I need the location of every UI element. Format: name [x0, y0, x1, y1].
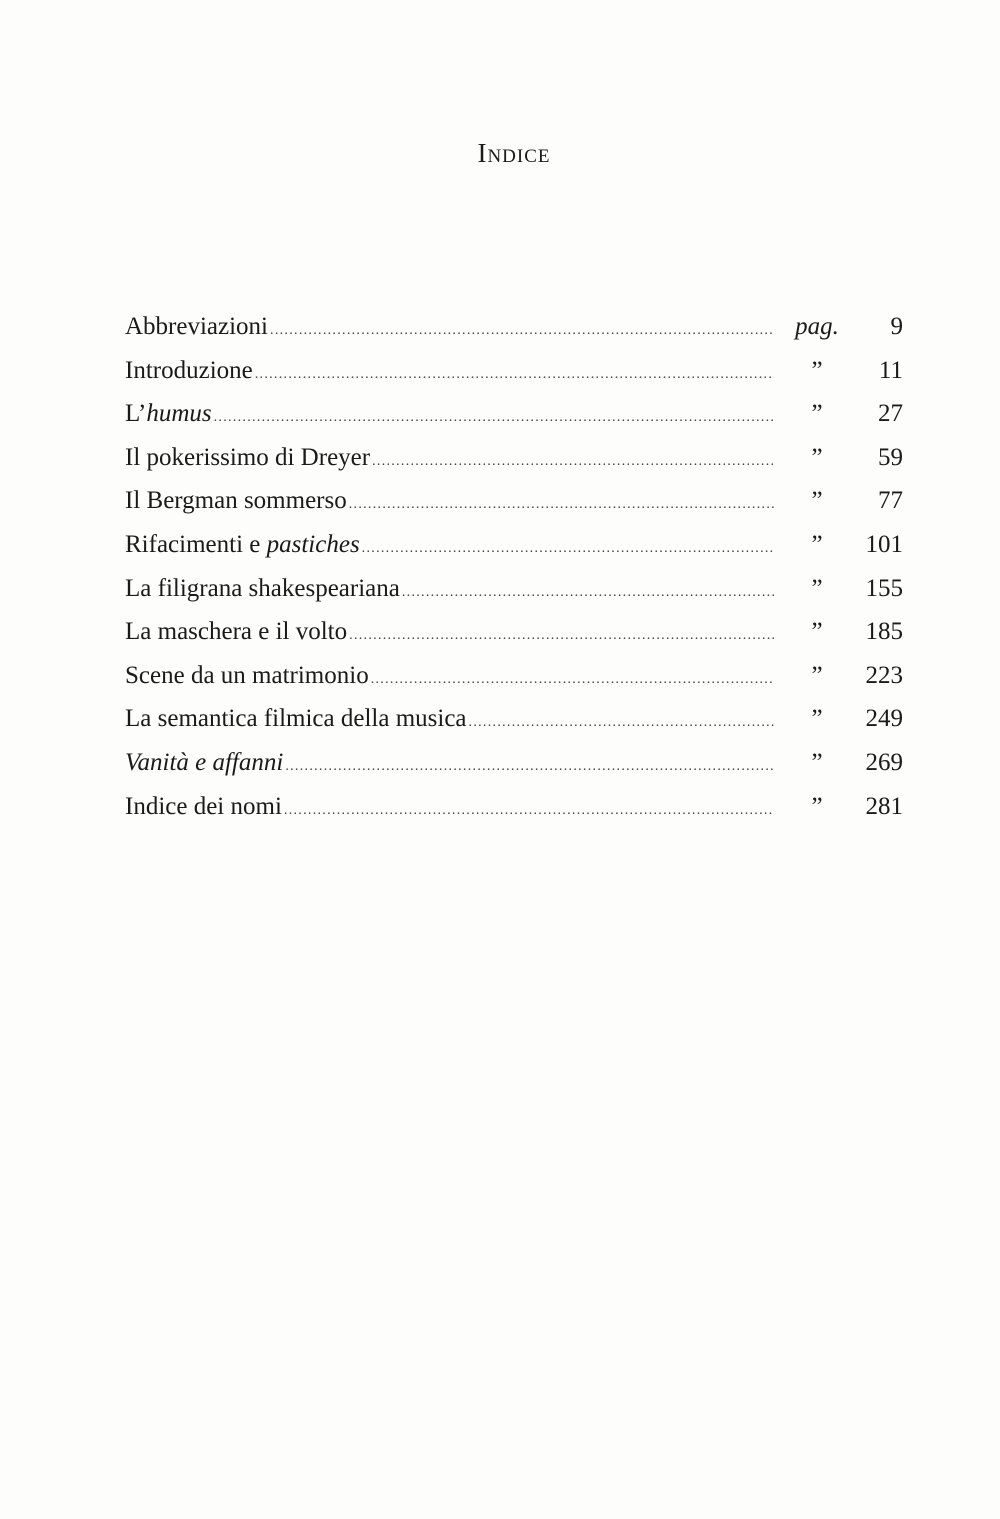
dot-leader	[284, 794, 774, 828]
toc-entry-title	[125, 790, 282, 824]
toc-title-segment: Abbreviazioni	[125, 313, 269, 340]
toc-page-number: 11	[878, 356, 903, 384]
toc-entry-title	[125, 572, 400, 606]
toc-page-number: 101	[865, 530, 903, 558]
toc-entry	[125, 615, 903, 659]
toc-page-number: 223	[865, 661, 903, 689]
dot-leader	[214, 401, 774, 435]
toc-title-segment: La filigrana shakespeariana	[125, 574, 400, 602]
dot-leader	[372, 445, 774, 479]
toc-entry-title	[125, 354, 253, 388]
toc-entry	[125, 702, 903, 746]
toc-entry	[125, 484, 903, 528]
toc-entry-title	[125, 441, 370, 475]
toc-entry	[125, 354, 903, 398]
dot-leader	[349, 488, 774, 522]
toc-page-label: ”	[811, 530, 823, 558]
toc-title-italic-segment: humus	[146, 400, 212, 428]
toc-page-label: ”	[811, 705, 823, 733]
toc-title-segment: La maschera e il volto	[125, 618, 348, 646]
toc-page-number: 27	[878, 400, 903, 428]
toc-page-label: ”	[811, 792, 823, 820]
toc-entry	[125, 310, 903, 354]
toc-page-number: 155	[865, 574, 903, 602]
toc-entry-title	[125, 528, 360, 562]
toc-entry	[125, 572, 903, 616]
toc-title-segment: L’	[125, 400, 147, 428]
dot-leader	[349, 619, 774, 653]
toc-entry	[125, 659, 903, 703]
toc-title-segment: Scene da un matrimonio	[125, 661, 369, 689]
toc-title-segment: Introduzione	[125, 356, 253, 384]
page-title: Indice	[477, 138, 551, 168]
toc-page-label: ”	[811, 574, 823, 602]
dot-leader	[371, 663, 774, 697]
dot-leader	[270, 314, 774, 348]
toc-title-italic-segment: pastiches	[266, 530, 360, 558]
toc-page-label: pag.	[795, 313, 839, 340]
toc-title-italic-segment: Vanità e affanni	[125, 748, 284, 776]
dot-leader	[362, 532, 774, 566]
dot-leader	[469, 706, 774, 740]
toc-title-segment: Il Bergman sommerso	[125, 487, 347, 515]
toc-page-label: ”	[811, 356, 823, 384]
toc-page-number: 281	[865, 792, 903, 820]
toc-page-label: ”	[811, 618, 823, 646]
toc-entry-title	[125, 659, 369, 693]
toc-title-segment: Rifacimenti e	[125, 530, 267, 558]
toc-entry	[125, 441, 903, 485]
toc-page-number: 77	[878, 487, 903, 515]
toc-title-segment: Il pokerissimo di Dreyer	[125, 443, 371, 471]
toc-page-number: 269	[865, 748, 903, 776]
toc-entry	[125, 528, 903, 572]
table-of-contents	[125, 310, 903, 833]
toc-title-segment: Indice dei nomi	[125, 792, 282, 820]
toc-page-number: 59	[878, 443, 903, 471]
toc-page-label: ”	[811, 661, 823, 689]
dot-leader	[285, 750, 774, 784]
toc-entry-title	[125, 397, 212, 431]
toc-page-label: ”	[811, 443, 823, 471]
toc-page-label: ”	[811, 748, 823, 776]
toc-entry-title	[125, 746, 283, 780]
dot-leader	[255, 358, 774, 392]
toc-entry	[125, 397, 903, 441]
toc-page-label: ”	[811, 400, 823, 428]
toc-entry	[125, 790, 903, 834]
toc-page-number: 249	[865, 705, 903, 733]
toc-entry-title	[125, 310, 268, 344]
toc-entry-title	[125, 484, 347, 518]
toc-page-label: ”	[811, 487, 823, 515]
toc-entry-title	[125, 615, 347, 649]
toc-title-segment: La semantica filmica della musica	[125, 705, 467, 733]
toc-entry	[125, 746, 903, 790]
toc-page-number: 185	[865, 618, 903, 646]
toc-entry-title	[125, 702, 467, 736]
dot-leader	[402, 576, 774, 610]
toc-page-number: 9	[890, 313, 903, 340]
